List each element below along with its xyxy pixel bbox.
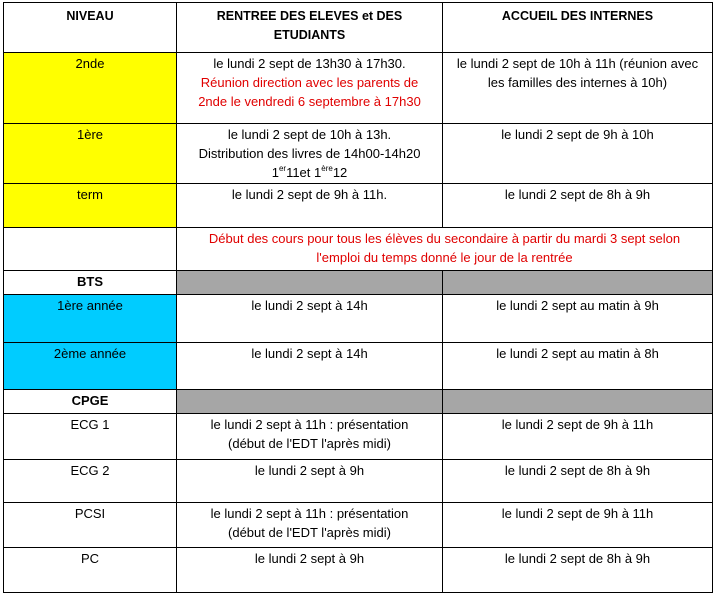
rentree-pcsi-line1: le lundi 2 sept à 11h : présentation — [210, 506, 409, 521]
rentree-ecg2-line1: le lundi 2 sept à 9h — [254, 463, 365, 478]
header-rentree: RENTREE DES ELEVES et DES ETUDIANTS — [177, 3, 443, 53]
rentree-premiere — [177, 124, 443, 184]
level-terminale: term — [4, 184, 177, 228]
rentree-schedule-table — [3, 2, 713, 593]
level-cpge-ecg2: ECG 2 — [4, 460, 177, 503]
rentree-terminale: le lundi 2 sept de 9h à 11h. — [177, 184, 443, 228]
rentree-ecg1-line2: (début de l'EDT l'après midi) — [228, 436, 391, 451]
dist-a-num: 1 — [271, 165, 279, 180]
row-cpge-ecg1 — [4, 414, 713, 460]
accueil-cpge-pc: le lundi 2 sept de 8h à 9h — [443, 548, 713, 593]
rentree-seconde-time: le lundi 2 sept de 13h30 à 17h30. — [213, 56, 406, 71]
accueil-seconde — [443, 53, 713, 124]
notice-line1: Début des cours pour tous les élèves du secondaire à partir du mardi 3 sept selon — [208, 231, 681, 246]
row-seconde — [4, 53, 713, 124]
rentree-cpge-ecg2 — [177, 460, 443, 503]
accueil-cpge-ecg2: le lundi 2 sept de 8h à 9h — [443, 460, 713, 503]
section-cpge-grey-1 — [177, 390, 443, 414]
header-niveau: NIVEAU — [4, 3, 177, 53]
secondaire-notice — [177, 228, 713, 271]
accueil-premiere: le lundi 2 sept de 9h à 10h — [443, 124, 713, 184]
distribution-classes — [180, 163, 439, 182]
rentree-cpge-pcsi — [177, 503, 443, 548]
level-cpge-pcsi: PCSI — [4, 503, 177, 548]
row-premiere — [4, 124, 713, 184]
notice-line2: l'emploi du temps donné le jour de la rentrée — [316, 250, 573, 265]
row-cpge-ecg2 — [4, 460, 713, 503]
section-title-cpge: CPGE — [4, 390, 177, 414]
row-cpge-pcsi — [4, 503, 713, 548]
accueil-bts-1: le lundi 2 sept au matin à 9h — [443, 295, 713, 343]
rentree-cpge-ecg1 — [177, 414, 443, 460]
rentree-seconde — [177, 53, 443, 124]
row-bts-1 — [4, 295, 713, 343]
rentree-premiere-line2: Distribution des livres de 14h00-14h20 — [198, 146, 421, 161]
header-accueil: ACCUEIL DES INTERNES — [443, 3, 713, 53]
header-row — [4, 3, 713, 53]
dist-b-sup: ère — [321, 164, 333, 173]
reunion-note-line2: 2nde le vendredi 6 septembre à 17h30 — [198, 94, 421, 109]
level-premiere: 1ère — [4, 124, 177, 184]
accueil-cpge-ecg1: le lundi 2 sept de 9h à 11h — [443, 414, 713, 460]
section-bts-grey-2 — [443, 271, 713, 295]
section-bts — [4, 271, 713, 295]
section-cpge-grey-2 — [443, 390, 713, 414]
level-bts-2: 2ème année — [4, 343, 177, 390]
rentree-cpge-pc — [177, 548, 443, 593]
row-notice — [4, 228, 713, 271]
rentree-bts-1: le lundi 2 sept à 14h — [177, 295, 443, 343]
rentree-premiere-line1: le lundi 2 sept de 10h à 13h. — [227, 127, 392, 142]
level-seconde: 2nde — [4, 53, 177, 124]
accueil-cpge-pcsi: le lundi 2 sept de 9h à 11h — [443, 503, 713, 548]
level-cpge-ecg1: ECG 1 — [4, 414, 177, 460]
reunion-note-line1: Réunion direction avec les parents de — [200, 75, 419, 90]
rentree-ecg1-line1: le lundi 2 sept à 11h : présentation — [210, 417, 409, 432]
accueil-seconde-line1: le lundi 2 sept de 10h à 11h (réunion avec — [456, 56, 699, 71]
accueil-seconde-line2: les familles des internes à 10h) — [487, 75, 668, 90]
dist-b-rest: 12 — [332, 165, 348, 180]
row-terminale — [4, 184, 713, 228]
section-title-bts: BTS — [4, 271, 177, 295]
notice-empty-cell — [4, 228, 177, 271]
level-cpge-pc: PC — [4, 548, 177, 593]
accueil-terminale: le lundi 2 sept de 8h à 9h — [443, 184, 713, 228]
level-bts-1: 1ère année — [4, 295, 177, 343]
rentree-bts-2: le lundi 2 sept à 14h — [177, 343, 443, 390]
rentree-pcsi-line2: (début de l'EDT l'après midi) — [228, 525, 391, 540]
accueil-bts-2: le lundi 2 sept au matin à 8h — [443, 343, 713, 390]
dist-a-sup: er — [278, 164, 287, 173]
dist-a-rest: 11et 1 — [286, 165, 322, 180]
section-cpge — [4, 390, 713, 414]
section-bts-grey-1 — [177, 271, 443, 295]
row-cpge-pc — [4, 548, 713, 593]
row-bts-2 — [4, 343, 713, 390]
rentree-pc-line1: le lundi 2 sept à 9h — [254, 551, 365, 566]
